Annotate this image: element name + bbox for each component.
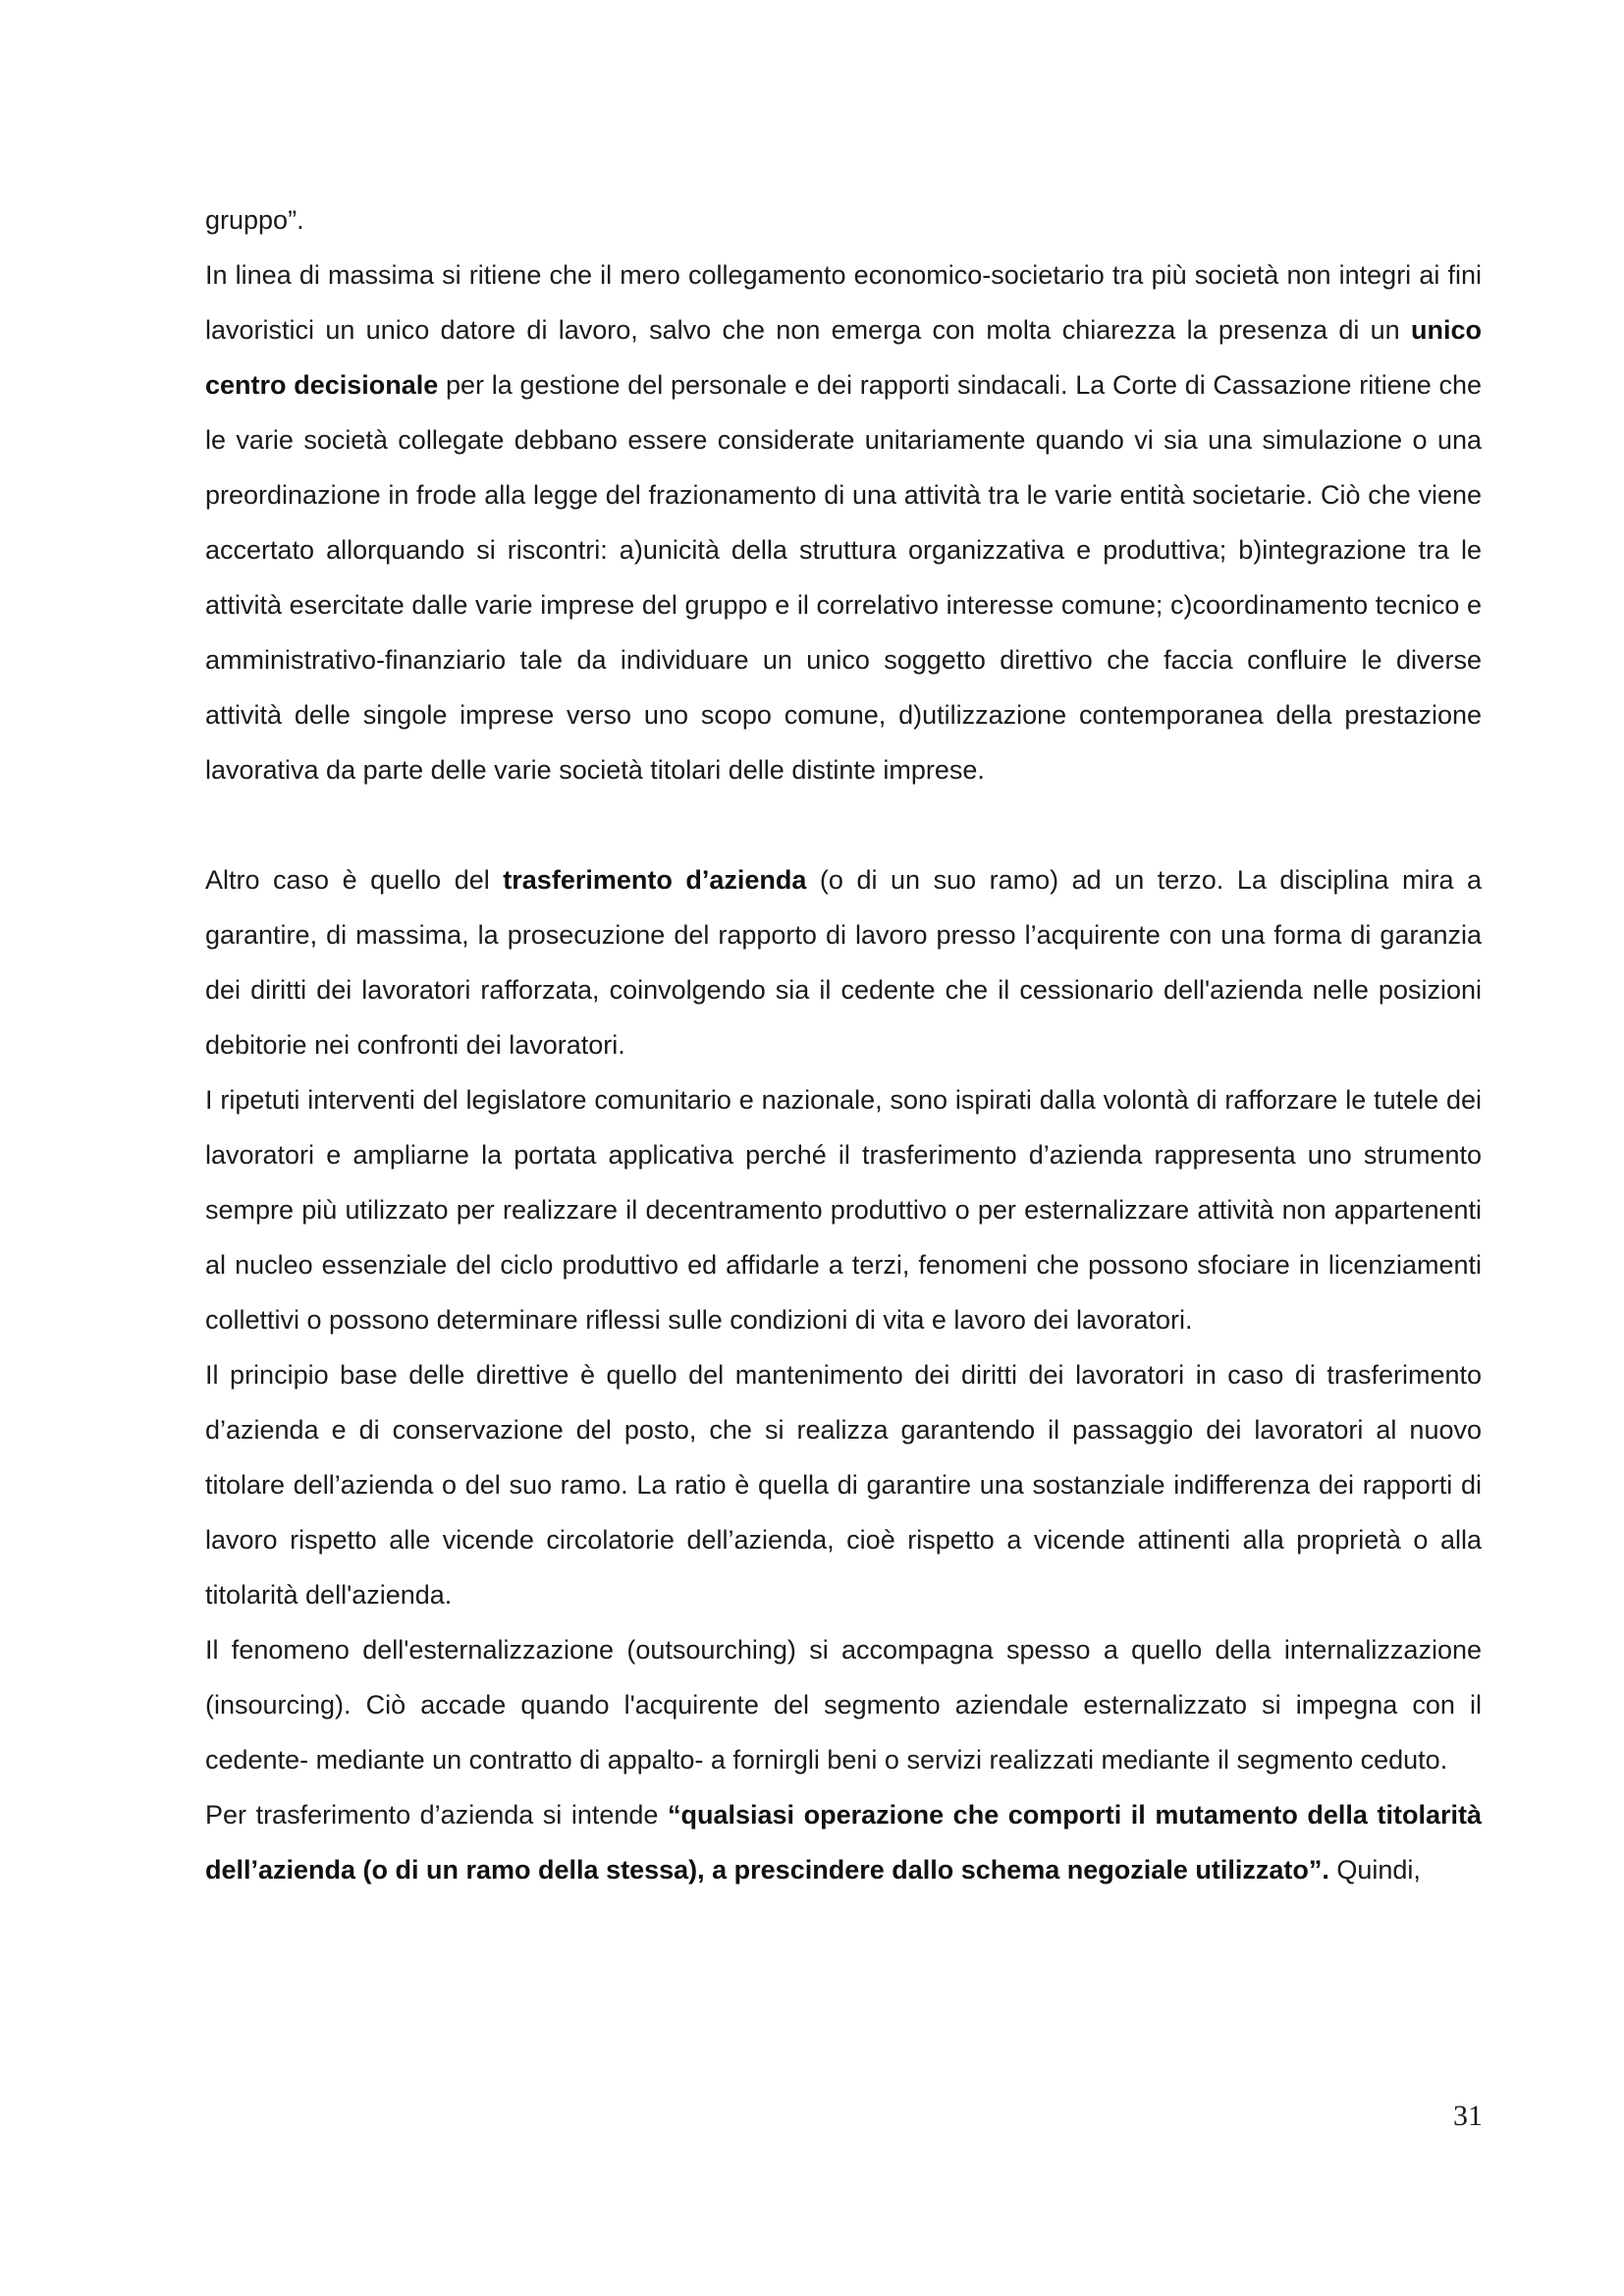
text-run: In linea di massima si ritiene che il mero collegamento economico-societario tra più società non integri ai fini lavoristici un unico datore di lavoro, salvo che non emerga con molta chiarezza la presenza di un <box>205 260 1482 345</box>
paragraph-4 <box>205 1072 1482 1347</box>
page-number: 31 <box>1453 2100 1483 2132</box>
text-run: Altro caso è quello del <box>205 865 504 895</box>
text-run: Quindi, <box>1328 1855 1421 1885</box>
paragraph-3 <box>205 852 1482 1072</box>
text-run: (o di un suo ramo) ad un terzo. La disciplina mira a garantire, di massima, la prosecuzione del rapporto di lavoro presso l’acquirente con una forma di garanzia dei diritti dei lavoratori rafforzata, coinvolgendo sia il cedente che il cessionario dell'azienda nelle posizioni debitorie nei confronti dei lavoratori. <box>205 865 1483 1060</box>
paragraph-1 <box>205 192 1482 247</box>
paragraph-7 <box>205 1787 1482 1897</box>
text-run: Per trasferimento d’azienda si intende <box>205 1800 668 1830</box>
document-body <box>205 192 1482 1897</box>
paragraph-5 <box>205 1347 1482 1622</box>
text-run: per la gestione del personale e dei rapporti sindacali. La Corte di Cassazione ritiene che le varie società collegate debbano essere considerate unitariamente quando vi sia una simulazione o una preordinazione in frode alla legge del frazionamento di una attività tra le varie entità societarie. Ciò che viene accertato allorquando si riscontri: a)unicità della struttura organizzativa e produttiva; b)integrazione tra le attività esercitate dalle varie imprese del gruppo e il correlativo interesse comune; c)coordinamento tecnico e amministrativo-finanziario tale da individuare un unico soggetto direttivo che faccia confluire le diverse attività delle singole imprese verso uno scopo comune, d)utilizzazione contemporanea della prestazione lavorativa da parte delle varie società titolari delle distinte imprese. <box>205 370 1482 785</box>
paragraph-6 <box>205 1622 1482 1787</box>
paragraph-gap <box>205 797 1482 852</box>
text-run: Il fenomeno dell'esternalizzazione (outsourching) si accompagna spesso a quello della internalizzazione (insourcing). Ciò accade quando l'acquirente del segmento aziendale esternalizzato si impegna con il cedente- mediante un contratto di appalto- a fornirgli beni o servizi realizzati mediante il segmento ceduto. <box>205 1635 1482 1775</box>
text-run: Il principio base delle direttive è quello del mantenimento dei diritti dei lavoratori in caso di trasferimento d’azienda e di conservazione del posto, che si realizza garantendo il passaggio dei lavoratori al nuovo titolare dell’azienda o del suo ramo. La ratio è quella di garantire una sostanziale indifferenza dei rapporti di lavoro rispetto alle vicende circolatorie dell’azienda, cioè rispetto a vicende attinenti alla proprietà o alla titolarità dell'azienda. <box>205 1360 1482 1610</box>
bold-text-run: unico centro decisionale <box>205 315 1482 400</box>
bold-text-run: “qualsiasi operazione che comporti il mutamento della titolarità dell’azienda (o di un ramo della stessa), a prescindere dallo schema negoziale utilizzato”. <box>205 1800 1482 1885</box>
text-run: gruppo”. <box>205 205 304 235</box>
bold-text-run: trasferimento d’azienda <box>503 865 807 895</box>
text-run: I ripetuti interventi del legislatore comunitario e nazionale, sono ispirati dalla volontà di rafforzare le tutele dei lavoratori e ampliarne la portata applicativa perché il trasferimento d’azienda rappresenta uno strumento sempre più utilizzato per realizzare il decentramento produttivo o per esternalizzare attività non appartenenti al nucleo essenziale del ciclo produttivo ed affidarle a terzi, fenomeni che possono sfociare in licenziamenti collettivi o possono determinare riflessi sulle condizioni di vita e lavoro dei lavoratori. <box>205 1085 1482 1335</box>
paragraph-2 <box>205 247 1482 797</box>
